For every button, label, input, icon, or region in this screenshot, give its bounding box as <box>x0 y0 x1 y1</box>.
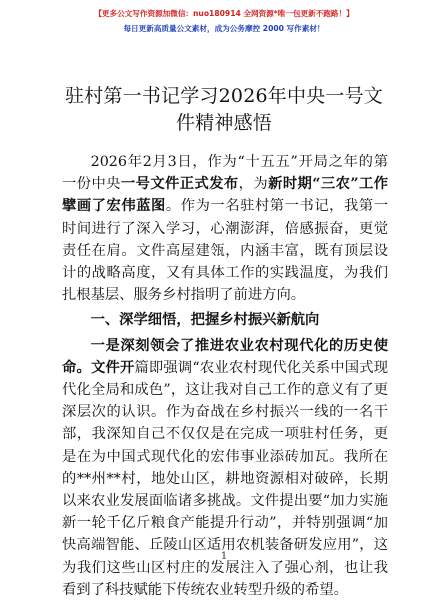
paragraph-intro <box>62 151 388 306</box>
page-number: 1 <box>220 551 228 562</box>
intro-bold-b: 一号文件正式发布 <box>120 176 239 193</box>
promo-banner <box>0 6 448 36</box>
intro-text-a: 2026年2月3日，作为“十五五”开局之年的第一份中央 <box>62 154 388 193</box>
intro-bold-d: 新时期“三农”工作擘画了宏伟蓝图 <box>62 176 389 215</box>
section-1-text: 篇即强调“农业农村现代化关系中国式现代化全局和成色”，这让我对自己工作的意义有了更深层次的认识。作为奋战在乡村振兴一线的一名干部，我深知自己不仅仅是在完成一项驻村任务，更是在为中国式现代化的宏伟事业添砖加瓦。我所在的**州**村，地处山区，耕地资源相对破碎，长期以来农业发展面临诸多挑战。文件提出要“加力实施新一轮千亿斤粮食产能提升行动”，并特别强调“加快高端智能、丘陵山区适用农机装备研发应用”，这为我们这些山区村庄的发展注入了强心剂，也让我看到了科技赋能下传统农业转型升级的希望。 <box>62 359 389 598</box>
promo-line-1: 【更多公文写作资源加微信：nuo180914 全网资源*唯一包更新不跑路！】 <box>94 9 354 18</box>
promo-line-2: 每日更新高质量公文素材，成为公务摩控 2000 写作素材！ <box>123 24 325 33</box>
document-title: 驻村第一书记学习2026年中央一号文件精神感悟 <box>65 85 383 134</box>
section-heading-1: 一、深学细悟，把握乡村振兴新航向 <box>90 312 320 329</box>
section-1-lead: 一是深刻领会了推进农业农村现代化的历史使命。文件开 <box>62 337 388 376</box>
intro-text-e: 。作为一名驻村第一书记，我第一时间进行了深入学习，心潮澎湃，倍感振奋，更觉责任在肩。文件高屋建瓴，内涵丰富，既有顶层设计的战略高度，又有具体工作的实践温度，为我们扎根基层、服务乡村指明了前进方向。 <box>62 198 389 304</box>
intro-text-c: ，为 <box>238 176 269 193</box>
document-body <box>62 151 388 601</box>
